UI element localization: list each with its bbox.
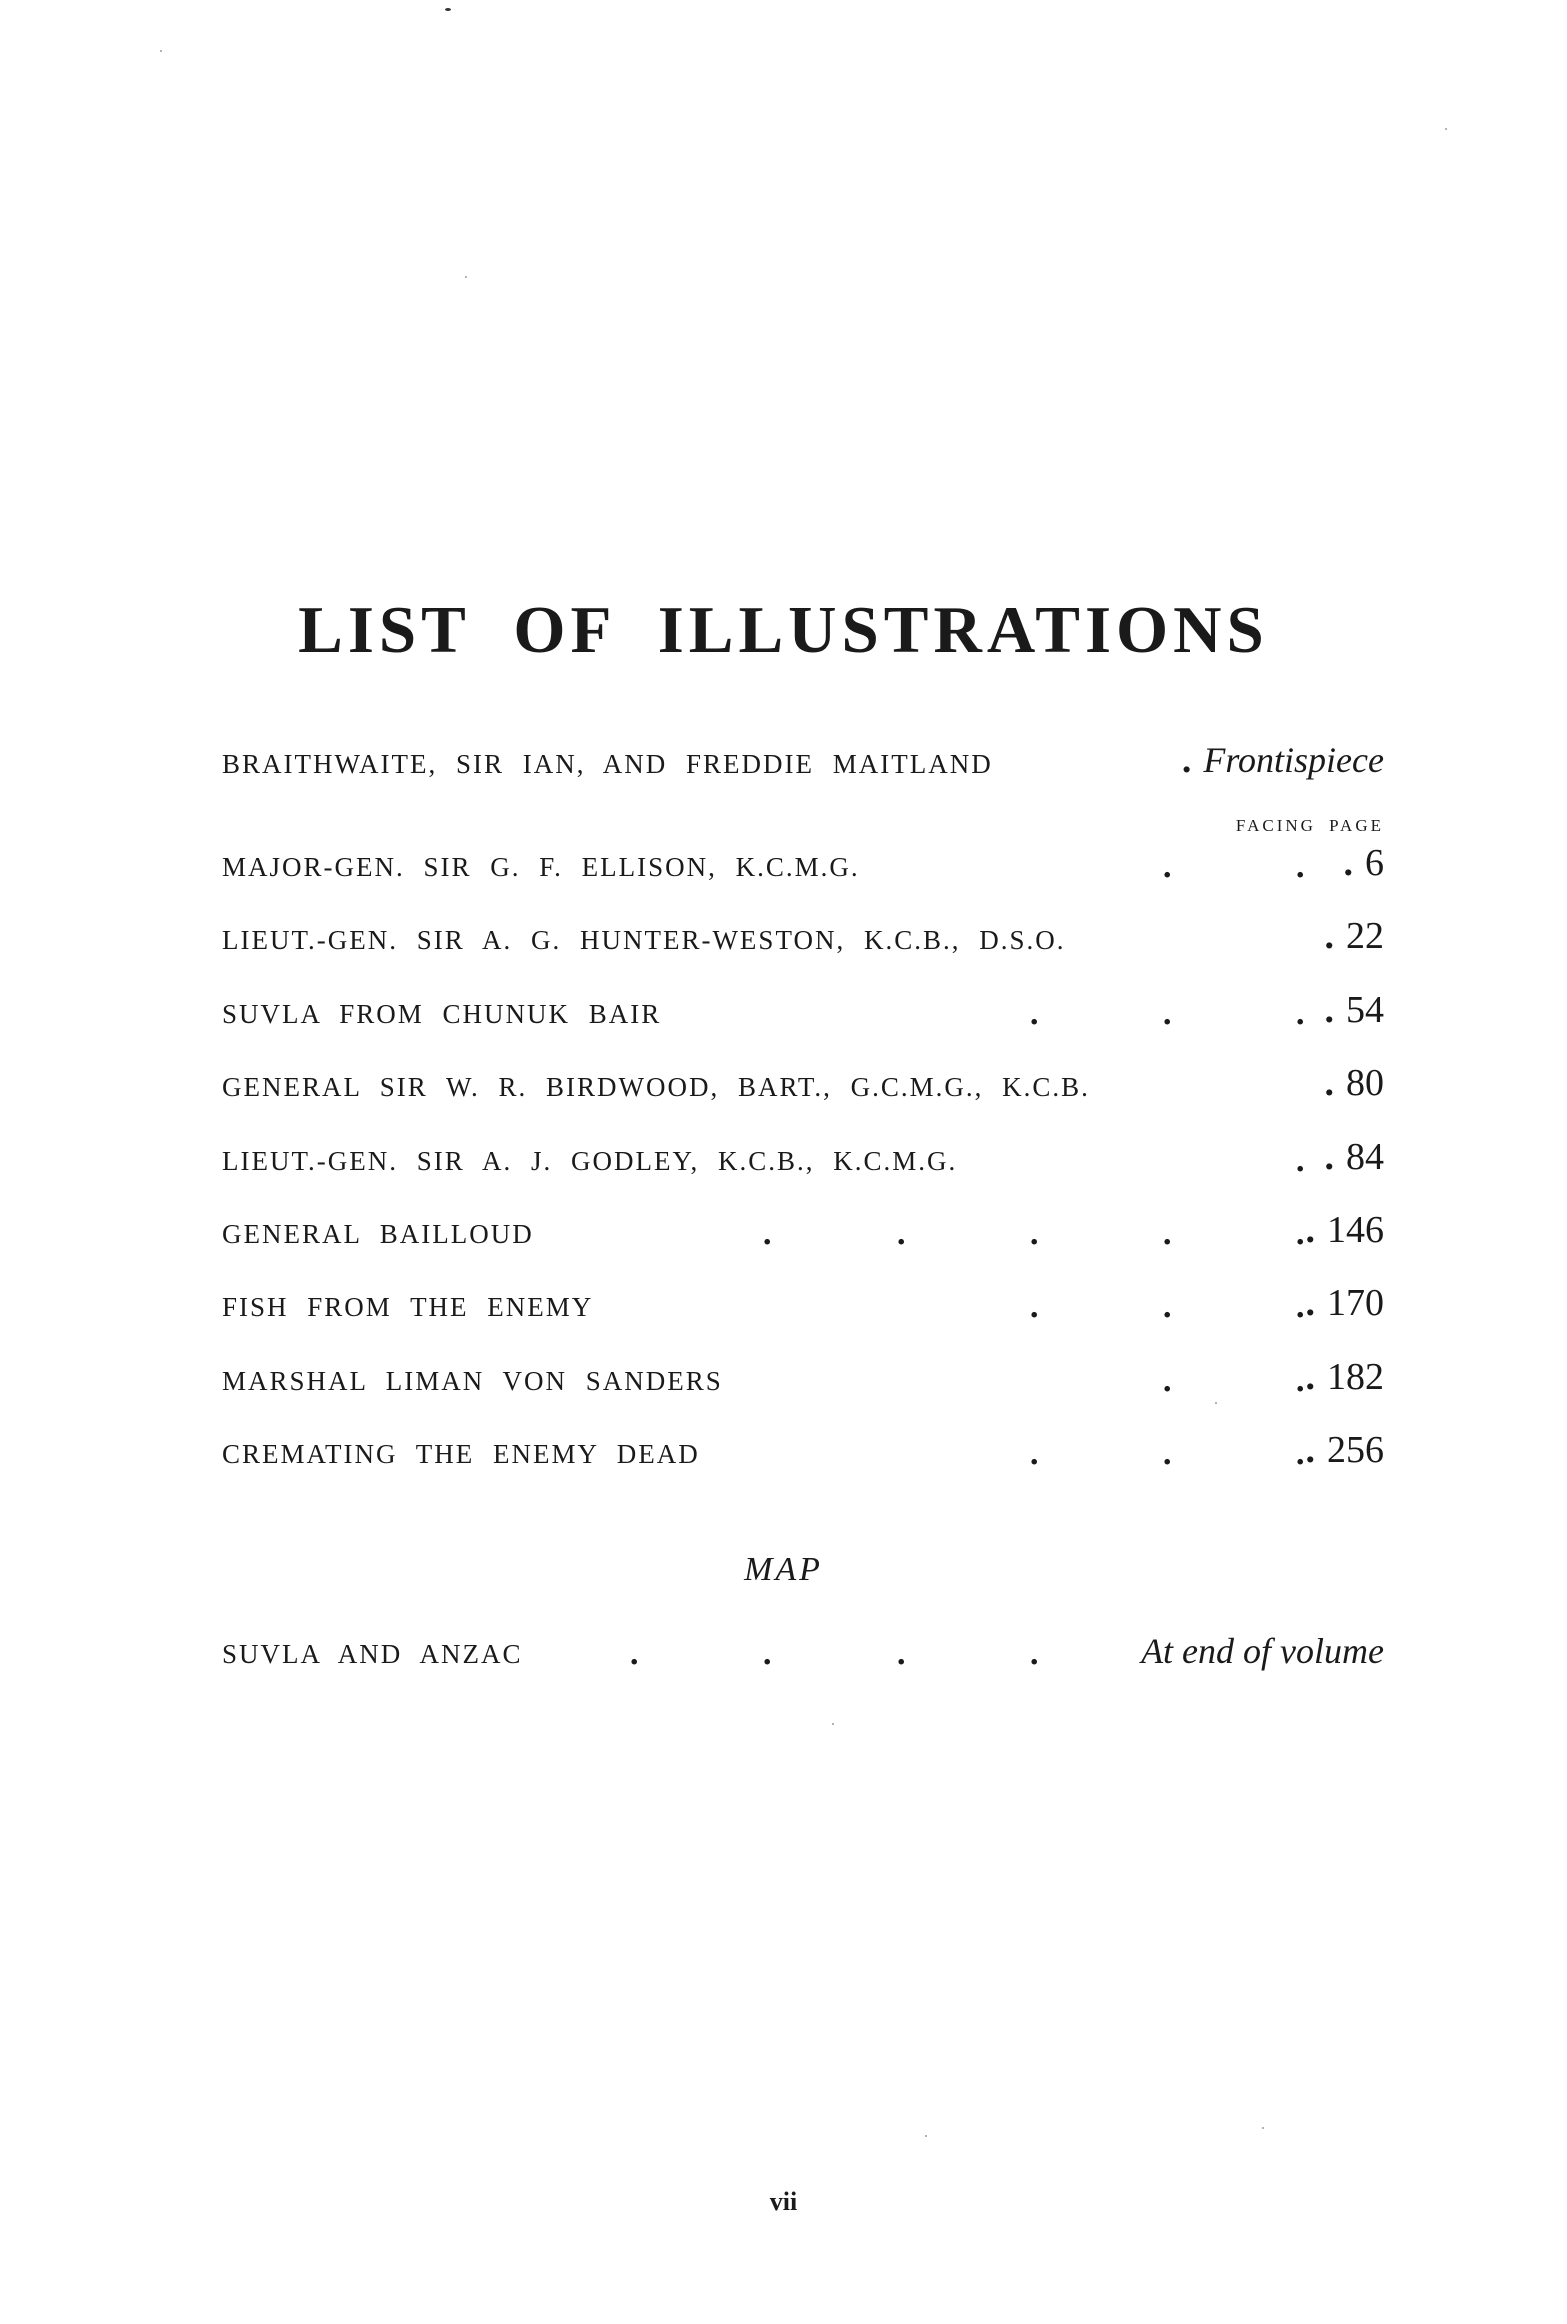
- leader-dot: .: [629, 1637, 640, 1672]
- scan-speck: [1445, 128, 1447, 130]
- page-number-ref: 54: [1346, 988, 1384, 1031]
- page-number-ref: 84: [1346, 1135, 1384, 1178]
- illustration-label: LIEUT.-GEN. SIR A. J. GODLEY, K.C.B., K.C.M.G.: [222, 1145, 958, 1176]
- page-number: vii: [769, 2187, 798, 2216]
- map-heading: MAP: [744, 1551, 823, 1588]
- leader-dot: .: [1343, 842, 1353, 884]
- facing-page-heading: FACING PAGE: [1235, 816, 1384, 835]
- page-reference: [1325, 914, 1385, 958]
- illustration-entry: [222, 1061, 1384, 1109]
- leader-dots: [222, 926, 1384, 956]
- scan-speck: [925, 2135, 927, 2137]
- illustration-entry: [222, 1208, 1384, 1256]
- illustration-label: MARSHAL LIMAN VON SANDERS: [222, 1365, 723, 1396]
- illustration-label: MAJOR-GEN. SIR G. F. ELLISON, K.C.M.G.: [222, 852, 860, 882]
- page-number-ref: 22: [1346, 915, 1384, 958]
- scan-speck: [465, 276, 467, 278]
- frontispiece-note: Frontispiece: [1203, 740, 1384, 780]
- illustration-label: SUVLA FROM CHUNUK BAIR: [222, 998, 662, 1029]
- page-title: LIST OF ILLUSTRATIONS: [298, 593, 1269, 667]
- map-label: SUVLA AND ANZAC: [222, 1639, 523, 1669]
- leader-dots: [222, 850, 1384, 885]
- leader-dot: .: [1295, 1143, 1306, 1179]
- leader-dot: .: [1295, 850, 1306, 885]
- illustration-entry: [222, 1428, 1384, 1476]
- illustration-entry: [222, 1281, 1384, 1329]
- leader-dot: .: [1305, 1429, 1315, 1472]
- leader-dot: .: [1162, 996, 1173, 1032]
- leader-dot: .: [1162, 1363, 1173, 1399]
- frontispiece-label: BRAITHWAITE, SIR IAN, AND FREDDIE MAITLAND: [222, 749, 993, 779]
- leader-dot: .: [1295, 1437, 1306, 1473]
- leader-dot: .: [1324, 1135, 1334, 1178]
- page-number-ref: 256: [1327, 1429, 1384, 1472]
- illustration-entry: [222, 988, 1384, 1036]
- leader-dot: .: [1162, 1290, 1173, 1326]
- map-entry: [222, 1628, 1384, 1676]
- scan-speck: [160, 50, 162, 52]
- leader-dots: [222, 1290, 1384, 1326]
- illustration-entry: [222, 914, 1384, 962]
- leader-dots: [222, 1363, 1384, 1399]
- page-reference: [1325, 1061, 1385, 1105]
- frontispiece-note-wrap: [1182, 738, 1384, 782]
- page-reference: [1325, 988, 1385, 1032]
- leader-dot: .: [896, 1637, 907, 1672]
- leader-dot: .: [1324, 1062, 1334, 1105]
- scan-speck: [1215, 1402, 1217, 1404]
- leader-dot: .: [1181, 739, 1192, 781]
- illustration-entry: [222, 841, 1384, 889]
- leader-dot: .: [1029, 996, 1040, 1032]
- frontispiece-entry: [222, 738, 1384, 786]
- map-note: At end of volume: [1141, 1631, 1384, 1671]
- page-reference: [1306, 1355, 1385, 1399]
- page-reference: [1344, 841, 1385, 885]
- page-reference: [1306, 1208, 1385, 1252]
- leader-dot: .: [1324, 988, 1334, 1031]
- scan-speck: [1262, 2127, 1264, 2129]
- leader-dots: [222, 1437, 1384, 1473]
- leader-dot: .: [1162, 1437, 1173, 1473]
- page-number-ref: 170: [1327, 1282, 1384, 1325]
- page-reference: [1306, 1281, 1385, 1325]
- scan-speck: [445, 8, 451, 11]
- illustration-label: LIEUT.-GEN. SIR A. G. HUNTER-WESTON, K.C.B., D.S.O.: [222, 925, 1066, 956]
- leader-dot: .: [1295, 1217, 1306, 1252]
- page-reference: [1306, 1428, 1385, 1472]
- leader-dot: .: [1029, 1637, 1040, 1672]
- leader-dot: .: [1305, 1282, 1315, 1325]
- page-number-ref: 146: [1327, 1209, 1384, 1251]
- leader-dot: .: [1295, 1363, 1306, 1399]
- illustration-entry: [222, 1135, 1384, 1183]
- leader-dot: .: [1295, 996, 1306, 1032]
- scan-speck: [832, 1723, 834, 1725]
- leader-dot: .: [1029, 1217, 1040, 1252]
- illustration-label: GENERAL SIR W. R. BIRDWOOD, BART., G.C.M.G., K.C.B.: [222, 1072, 1090, 1103]
- leader-dots: [222, 1217, 1384, 1252]
- page-reference: [1325, 1135, 1385, 1179]
- leader-dot: .: [1162, 1217, 1173, 1252]
- leader-dot: .: [1324, 915, 1334, 958]
- leader-dot: .: [1295, 1290, 1306, 1326]
- leader-dot: .: [1305, 1355, 1315, 1398]
- leader-dot: .: [1162, 850, 1173, 885]
- leader-dots: [222, 1073, 1384, 1103]
- leader-dot: .: [896, 1217, 907, 1252]
- leader-dots: [222, 1143, 1384, 1179]
- page-number-ref: 182: [1327, 1355, 1384, 1398]
- page-number-ref: 6: [1365, 842, 1384, 884]
- leader-dot: .: [762, 1637, 773, 1672]
- illustration-entry: [222, 1355, 1384, 1403]
- leader-dot: .: [1029, 1290, 1040, 1326]
- illustration-label: FISH FROM THE ENEMY: [222, 1292, 594, 1323]
- leader-dots: [222, 996, 1384, 1032]
- leader-dot: .: [1029, 1437, 1040, 1473]
- leader-dot: .: [1305, 1209, 1315, 1251]
- illustration-label: GENERAL BAILLOUD: [222, 1219, 534, 1249]
- page-number-ref: 80: [1346, 1062, 1384, 1105]
- leader-dot: .: [762, 1217, 773, 1252]
- illustration-label: CREMATING THE ENEMY DEAD: [222, 1439, 700, 1470]
